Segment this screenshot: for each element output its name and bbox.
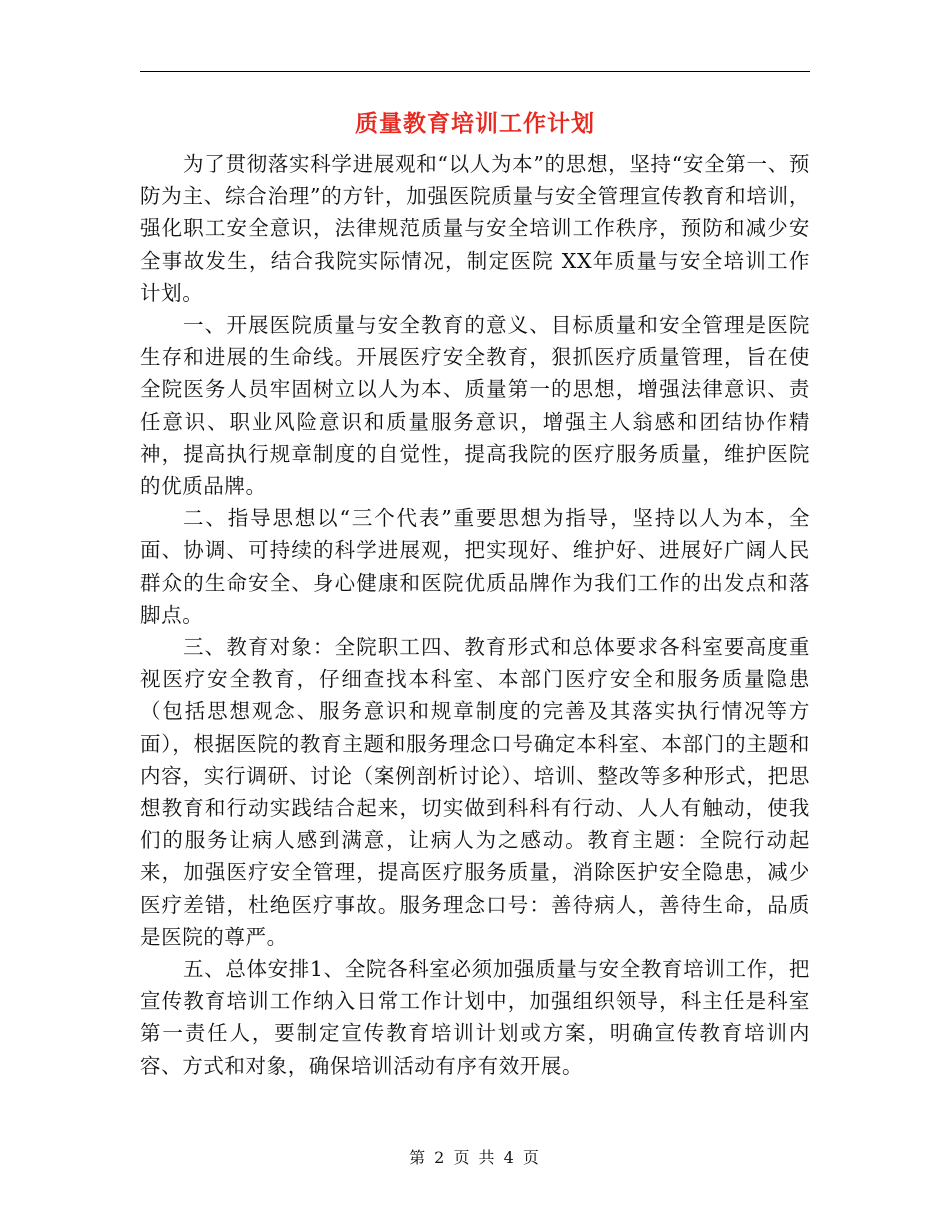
document-title: 质量教育培训工作计划 — [355, 110, 595, 137]
paragraph-section-3-4: 三、教育对象：全院职工四、教育形式和总体要求各科室要高度重视医疗安全教育，仔细查找本科室、本部门医疗安全和服务质量隐患（包括思想观念、服务意识和规章制度的完善及其落实执行情况等方面），根据医院的教育主题和服务理念口号确定本科室、本部门的主题和内容，实行调研、讨论（案例剖析讨论）、培训、整改等多种形式，把思想教育和行动实践结合起来，切实做到科科有行动、人人有触动，使我们的服务让病人感到满意，让病人为之感动。教育主题：全院行动起来，加强医疗安全管理，提高医疗服务质量，消除医护安全隐患，减少医疗差错，杜绝医疗事故。服务理念口号：善待病人，善待生命，品质是医院的尊严。 — [140, 635, 810, 949]
paragraph-section-2: 二、指导思想以“三个代表”重要思想为指导，坚持以人为本，全面、协调、可持续的科学进展观，把实现好、维护好、进展好广阔人民群众的生命安全、身心健康和医院优质品牌作为我们工作的出发点和落脚点。 — [140, 506, 810, 627]
page-number-footer: 第 2 页 共 4 页 — [409, 1148, 541, 1167]
paragraph-section-5: 五、总体安排1、全院各科室必须加强质量与安全教育培训工作，把宣传教育培训工作纳入日常工作计划中，加强组织领导，科主任是科室第一责任人，要制定宣传教育培训计划或方案，明确宣传教育培训内容、方式和对象，确保培训活动有序有效开展。 — [140, 957, 810, 1078]
paragraph-intro: 为了贯彻落实科学进展观和“以人为本”的思想，坚持“安全第一、预防为主、综合治理”的方针，加强医院质量与安全管理宣传教育和培训，强化职工安全意识，法律规范质量与安全培训工作秩序，预防和减少安全事故发生，结合我院实际情况，制定医院 XX年质量与安全培训工作计划。 — [140, 152, 810, 305]
header-rule — [140, 71, 810, 72]
paragraph-section-1: 一、开展医院质量与安全教育的意义、目标质量和安全管理是医院生存和进展的生命线。开展医疗安全教育，狠抓医疗质量管理，旨在使全院医务人员牢固树立以人为本、质量第一的思想，增强法律意识、责任意识、职业风险意识和质量服务意识，增强主人翁感和团结协作精神，提高执行规章制度的自觉性，提高我院的医疗服务质量，维护医院的优质品牌。 — [140, 313, 810, 499]
document-body — [140, 148, 810, 1082]
